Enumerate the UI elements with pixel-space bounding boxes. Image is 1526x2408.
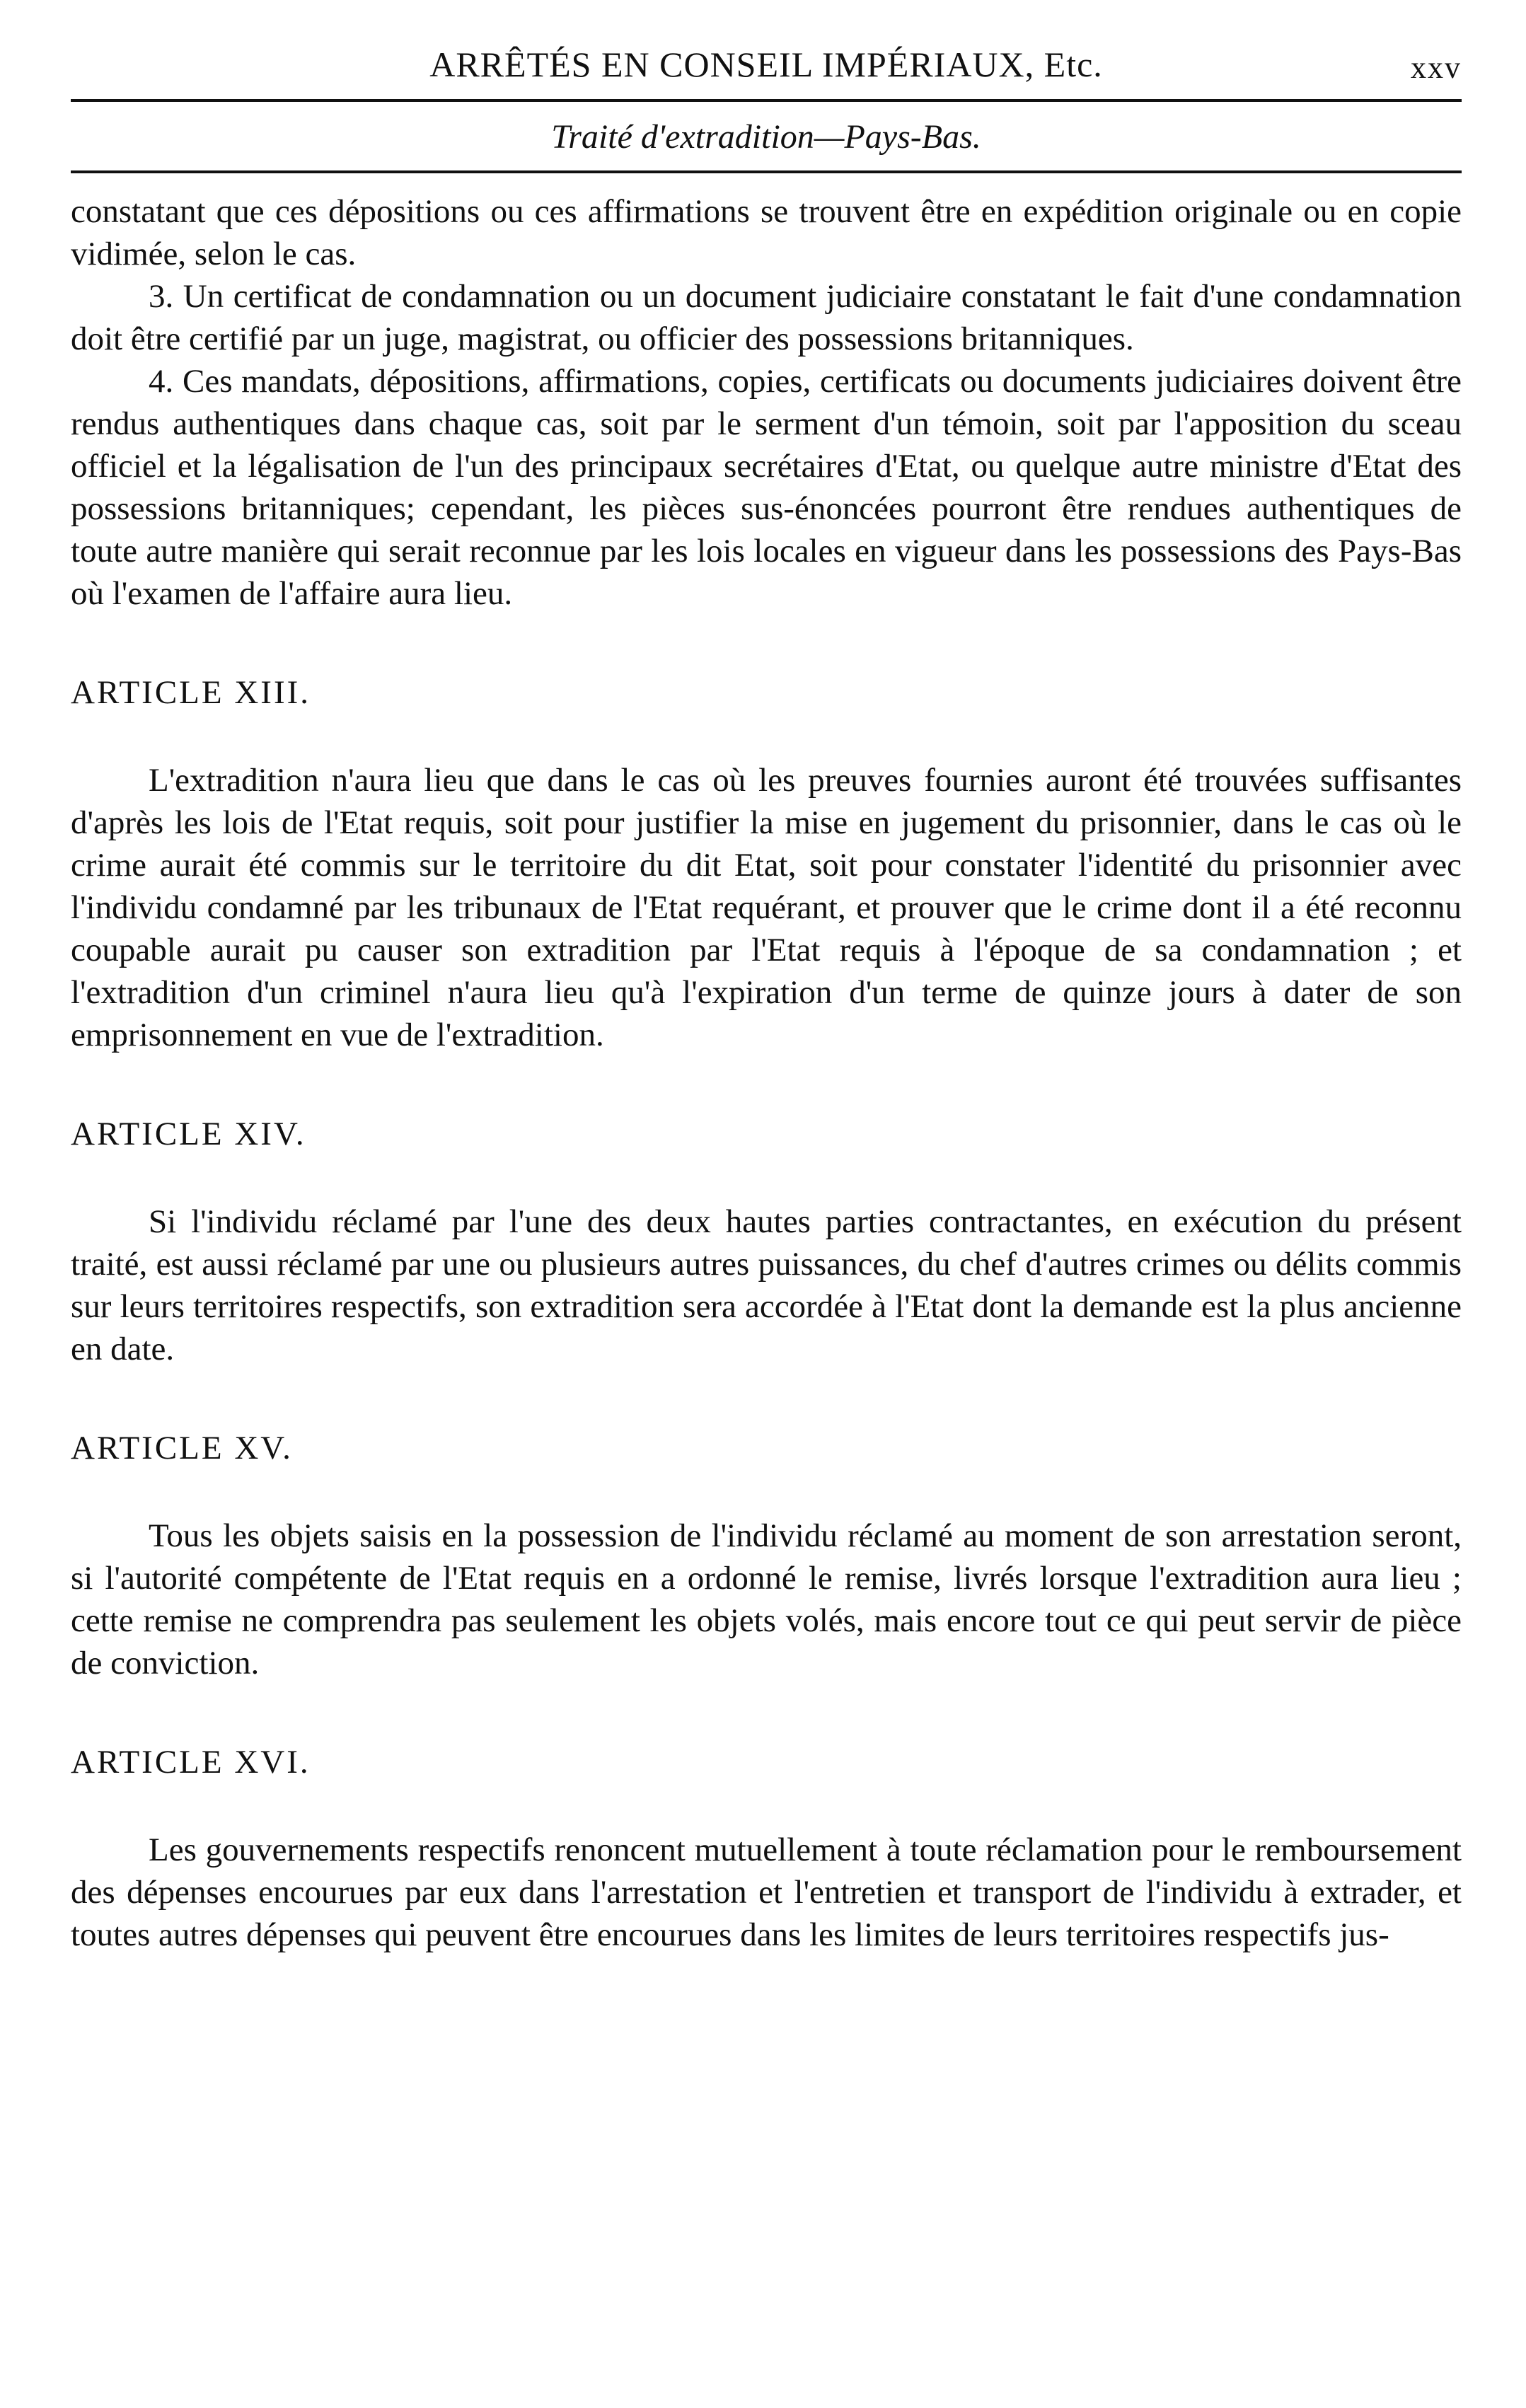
article-heading: ARTICLE XIV. xyxy=(71,1116,306,1152)
article-paragraph: Tous les objets saisis en la possession de l'individu réclamé au moment de son arrestation seront, si l'autorité compétente de l'Etat requis en a ordonné le remise, livrés lorsque l'extradition aura lieu ; cette remise ne comprendra pas seulement les objets volés, mais encore tout ce qui peut servir de pièce de conviction. xyxy=(71,1517,1462,1681)
section-subtitle: Traité d'extradition—Pays-Bas. xyxy=(551,118,981,156)
article-paragraph: Les gouvernements respectifs renoncent mutuellement à toute réclamation pour le remboursement des dépenses encourues par eux dans l'arrestation et l'entretien et transport de l'individu à extrader, et toutes autres dépenses qui peuvent être encourues dans les limites de leurs territoires respectifs jus- xyxy=(71,1831,1462,1953)
article-heading: ARTICLE XVI. xyxy=(71,1744,311,1781)
article-heading: ARTICLE XV. xyxy=(71,1430,293,1466)
article-paragraph: Si l'individu réclamé par l'une des deux hautes parties contractantes, en exécution du présent traité, est aussi réclamé par une ou plusieurs autres puissances, du chef d'autres crimes ou délits commis sur leurs territoires respectifs, son extradition sera accordée à l'Etat dont la demande est la plus ancienne en date. xyxy=(71,1203,1462,1367)
numbered-paragraph-4: 4. Ces mandats, dépositions, affirmations, copies, certificats ou documents judiciaires doivent être rendus authentiques dans chaque cas, soit par le serment d'un témoin, soit par l'apposition du sceau officiel et la légalisation de l'un des principaux secrétaires d'Etat, ou quelque autre ministre d'Etat des possessions britanniques; cependant, les pièces sus-énoncées pourront être rendues authentiques de toute autre manière qui serait reconnue par les lois locales en vigueur dans les possessions des Pays-Bas où l'examen de l'affaire aura lieu. xyxy=(71,363,1462,612)
page-number: xxv xyxy=(1411,50,1462,85)
article-paragraph: L'extradition n'aura lieu que dans le cas où les preuves fournies auront été trouvées suffisantes d'après les lois de l'Etat requis, soit pour justifier la mise en jugement du prisonnier, dans le cas où le crime aurait été commis sur le territoire du dit Etat, soit pour constater l'identité du prisonnier avec l'individu condamné par les tribunaux de l'Etat requérant, et prouver que le crime dont il a été reconnu coupable aurait pu causer son extradition par l'Etat requis à l'époque de sa condamnation ; et l'extradition d'un criminel n'aura lieu qu'à l'expiration d'un terme de quinze jours à dater de son emprisonnement en vue de l'extradition. xyxy=(71,762,1462,1053)
body-text xyxy=(71,190,1462,1956)
numbered-paragraph-3: 3. Un certificat de condamnation ou un document judiciaire constatant le fait d'une condamnation doit être certifié par un juge, magistrat, ou officier des possessions britanniques. xyxy=(71,278,1462,357)
running-title: ARRÊTÉS EN CONSEIL IMPÉRIAUX, Etc. xyxy=(429,45,1103,84)
article-heading: ARTICLE XIII. xyxy=(71,674,311,711)
opening-paragraph: constatant que ces dépositions ou ces affirmations se trouvent être en expédition originale ou en copie vidimée, selon le cas. xyxy=(71,193,1462,272)
header-rule-bottom xyxy=(71,170,1462,173)
document-page xyxy=(71,28,1462,1956)
running-header xyxy=(71,28,1462,99)
